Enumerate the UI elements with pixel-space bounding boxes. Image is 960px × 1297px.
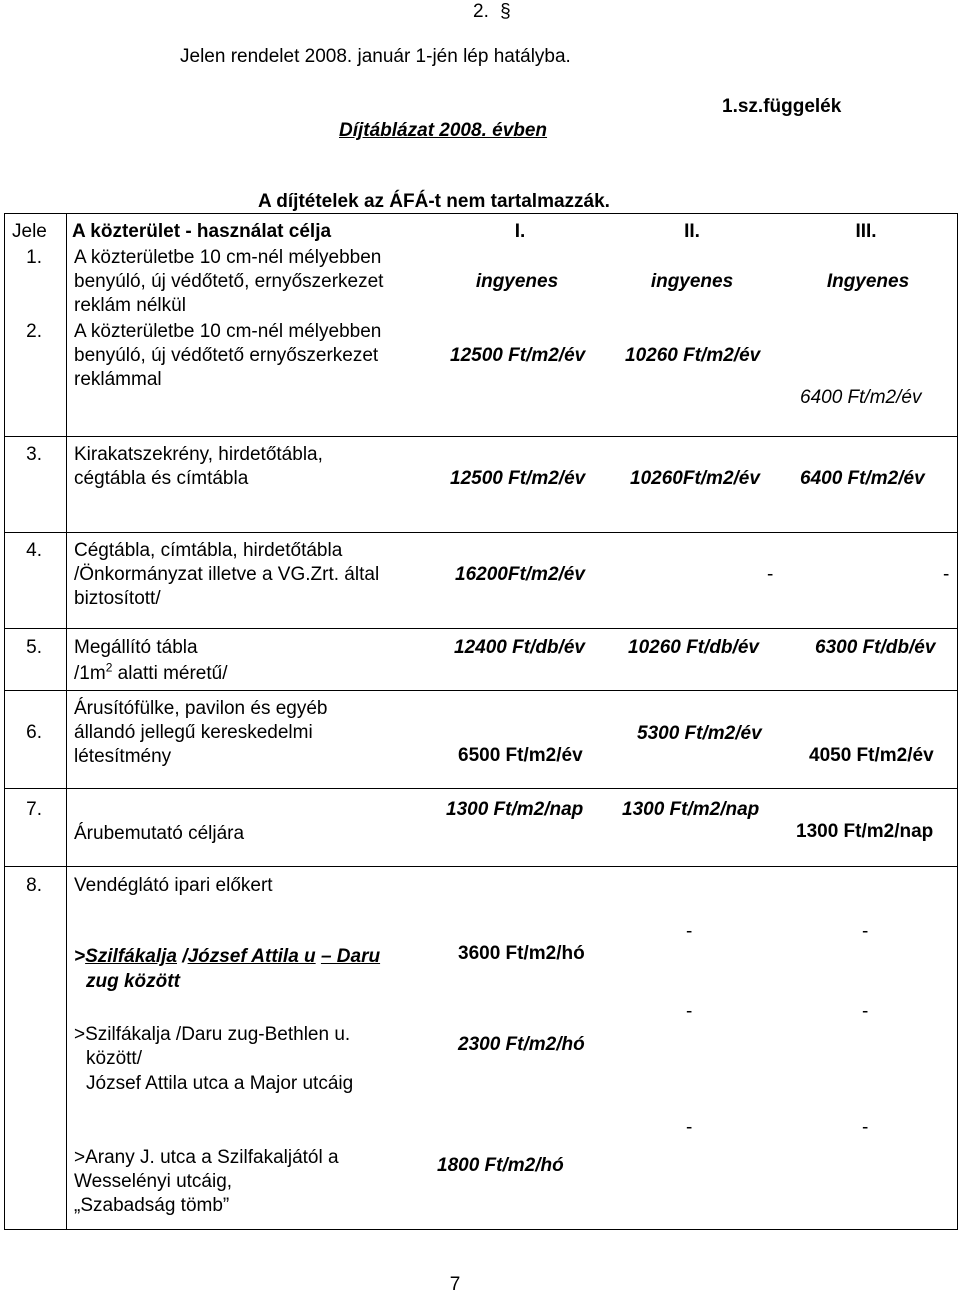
row-number: 5. (26, 637, 42, 658)
row-purpose: Vendéglátó ipari előkert (74, 875, 273, 896)
row-number: 1. (26, 247, 42, 268)
fee-zone-2: 5300 Ft/m2/év (637, 723, 762, 744)
table-title: Díjtáblázat 2008. évben (339, 120, 548, 141)
fee-zone-2: 1300 Ft/m2/nap (622, 799, 760, 820)
fee-zone-3: - (943, 564, 950, 585)
sub-row-purpose-line-3: „Szabadság tömb” (74, 1195, 230, 1216)
row-number: 6. (26, 722, 42, 743)
fee-zone-3: 1300 Ft/m2/nap (796, 821, 934, 842)
sub-row-purpose-line-1: >Szilfákalja /Daru zug-Bethlen u. (74, 1024, 351, 1045)
fee-zone-1: 2300 Ft/m2/hó (458, 1034, 585, 1055)
fee-zone-1: 3600 Ft/m2/hó (458, 943, 585, 964)
vat-note: A díjtételek az ÁFÁ-t nem tartalmazzák. (258, 191, 610, 212)
fee-zone-2: - (686, 921, 693, 942)
page-number: 7 (449, 1274, 461, 1295)
fee-zone-3: 6400 Ft/m2/év (800, 468, 925, 489)
sub-row-purpose-line-3: József Attila utca a Major utcáig (86, 1073, 354, 1094)
row-number: 4. (26, 540, 42, 561)
sub-row-purpose-line-2: között/ (86, 1048, 142, 1069)
row-number: 3. (26, 444, 42, 465)
fee-zone-2: 10260Ft/m2/év (630, 468, 760, 489)
col-header-zone-2: II. (684, 221, 700, 242)
fee-zone-3: 4050 Ft/m2/év (809, 745, 934, 766)
fee-zone-1: 1300 Ft/m2/nap (446, 799, 584, 820)
row-purpose: Cégtábla, címtábla, hirdetőtábla /Önkormányzat illetve a VG.Zrt. által biztosított/ (74, 540, 380, 609)
fee-zone-2: - (686, 1117, 693, 1138)
page-marker: 2. § (473, 1, 511, 22)
fee-zone-3: - (862, 1117, 869, 1138)
fee-zone-3: 6400 Ft/m2/év (800, 387, 922, 408)
fee-zone-1: 1800 Ft/m2/hó (437, 1155, 564, 1176)
fee-zone-2: 10260 Ft/db/év (628, 637, 759, 658)
col-header-zone-1: I. (514, 221, 526, 242)
fee-zone-3: Ingyenes (826, 271, 910, 292)
fee-zone-1: 16200Ft/m2/év (455, 564, 585, 585)
row-number: 8. (26, 875, 42, 896)
row-number: 2. (26, 321, 42, 342)
row-purpose: Árusítófülke, pavilon és egyéb állandó jellegű kereskedelmi létesítmény (74, 698, 328, 767)
fee-zone-3: 6300 Ft/db/év (815, 637, 936, 658)
row-purpose-line-1: Megállító tábla (74, 637, 198, 658)
row-purpose: A közterületbe 10 cm-nél mélyebben benyúló, új védőtető, ernyőszerkezet reklám nélkül (74, 247, 384, 316)
fee-zone-3: - (862, 921, 869, 942)
col-header-zone-3: III. (855, 221, 877, 242)
sub-row-purpose-line-1: >Szilfákalja /József Attila u – Daru (74, 946, 381, 967)
appendix-label: 1.sz.függelék (722, 96, 842, 117)
fee-zone-2: - (767, 564, 774, 585)
row-number: 7. (26, 799, 42, 820)
section-sign-icon: § (500, 1, 511, 22)
col-header-code: Jele (12, 221, 47, 242)
fee-zone-1: 12500 Ft/m2/év (450, 468, 586, 489)
row-purpose: Kirakatszekrény, hirdetőtábla, cégtábla és címtábla (74, 444, 323, 489)
fee-zone-2: ingyenes (650, 271, 734, 292)
sub-row-purpose-line-2: Wesselényi utcáig, (74, 1171, 233, 1192)
decree-text: Jelen rendelet 2008. január 1-jén lép hatályba. (180, 46, 571, 67)
fee-zone-3: - (862, 1001, 869, 1022)
fee-zone-1: 12400 Ft/db/év (454, 637, 585, 658)
fee-zone-1: 12500 Ft/m2/év (450, 345, 586, 366)
row-purpose-line-2: $/1m^2$ alatti méretű/ (74, 660, 228, 684)
fee-zone-2: 10260 Ft/m2/év (625, 345, 761, 366)
sub-row-purpose-line-1: >Arany J. utca a Szilfakaljától a (74, 1147, 339, 1168)
col-header-purpose: A közterület - használat célja (72, 221, 332, 242)
sub-row-purpose-line-2: zug között (86, 971, 180, 992)
row-purpose: A közterületbe 10 cm-nél mélyebben benyúló, új védőtető ernyőszerkezet reklámmal (74, 321, 382, 390)
fee-zone-1: 6500 Ft/m2/év (458, 745, 583, 766)
row-purpose: Árubemutató céljára (74, 823, 245, 844)
fee-zone-2: - (686, 1001, 693, 1022)
fee-zone-1: ingyenes (475, 271, 559, 292)
